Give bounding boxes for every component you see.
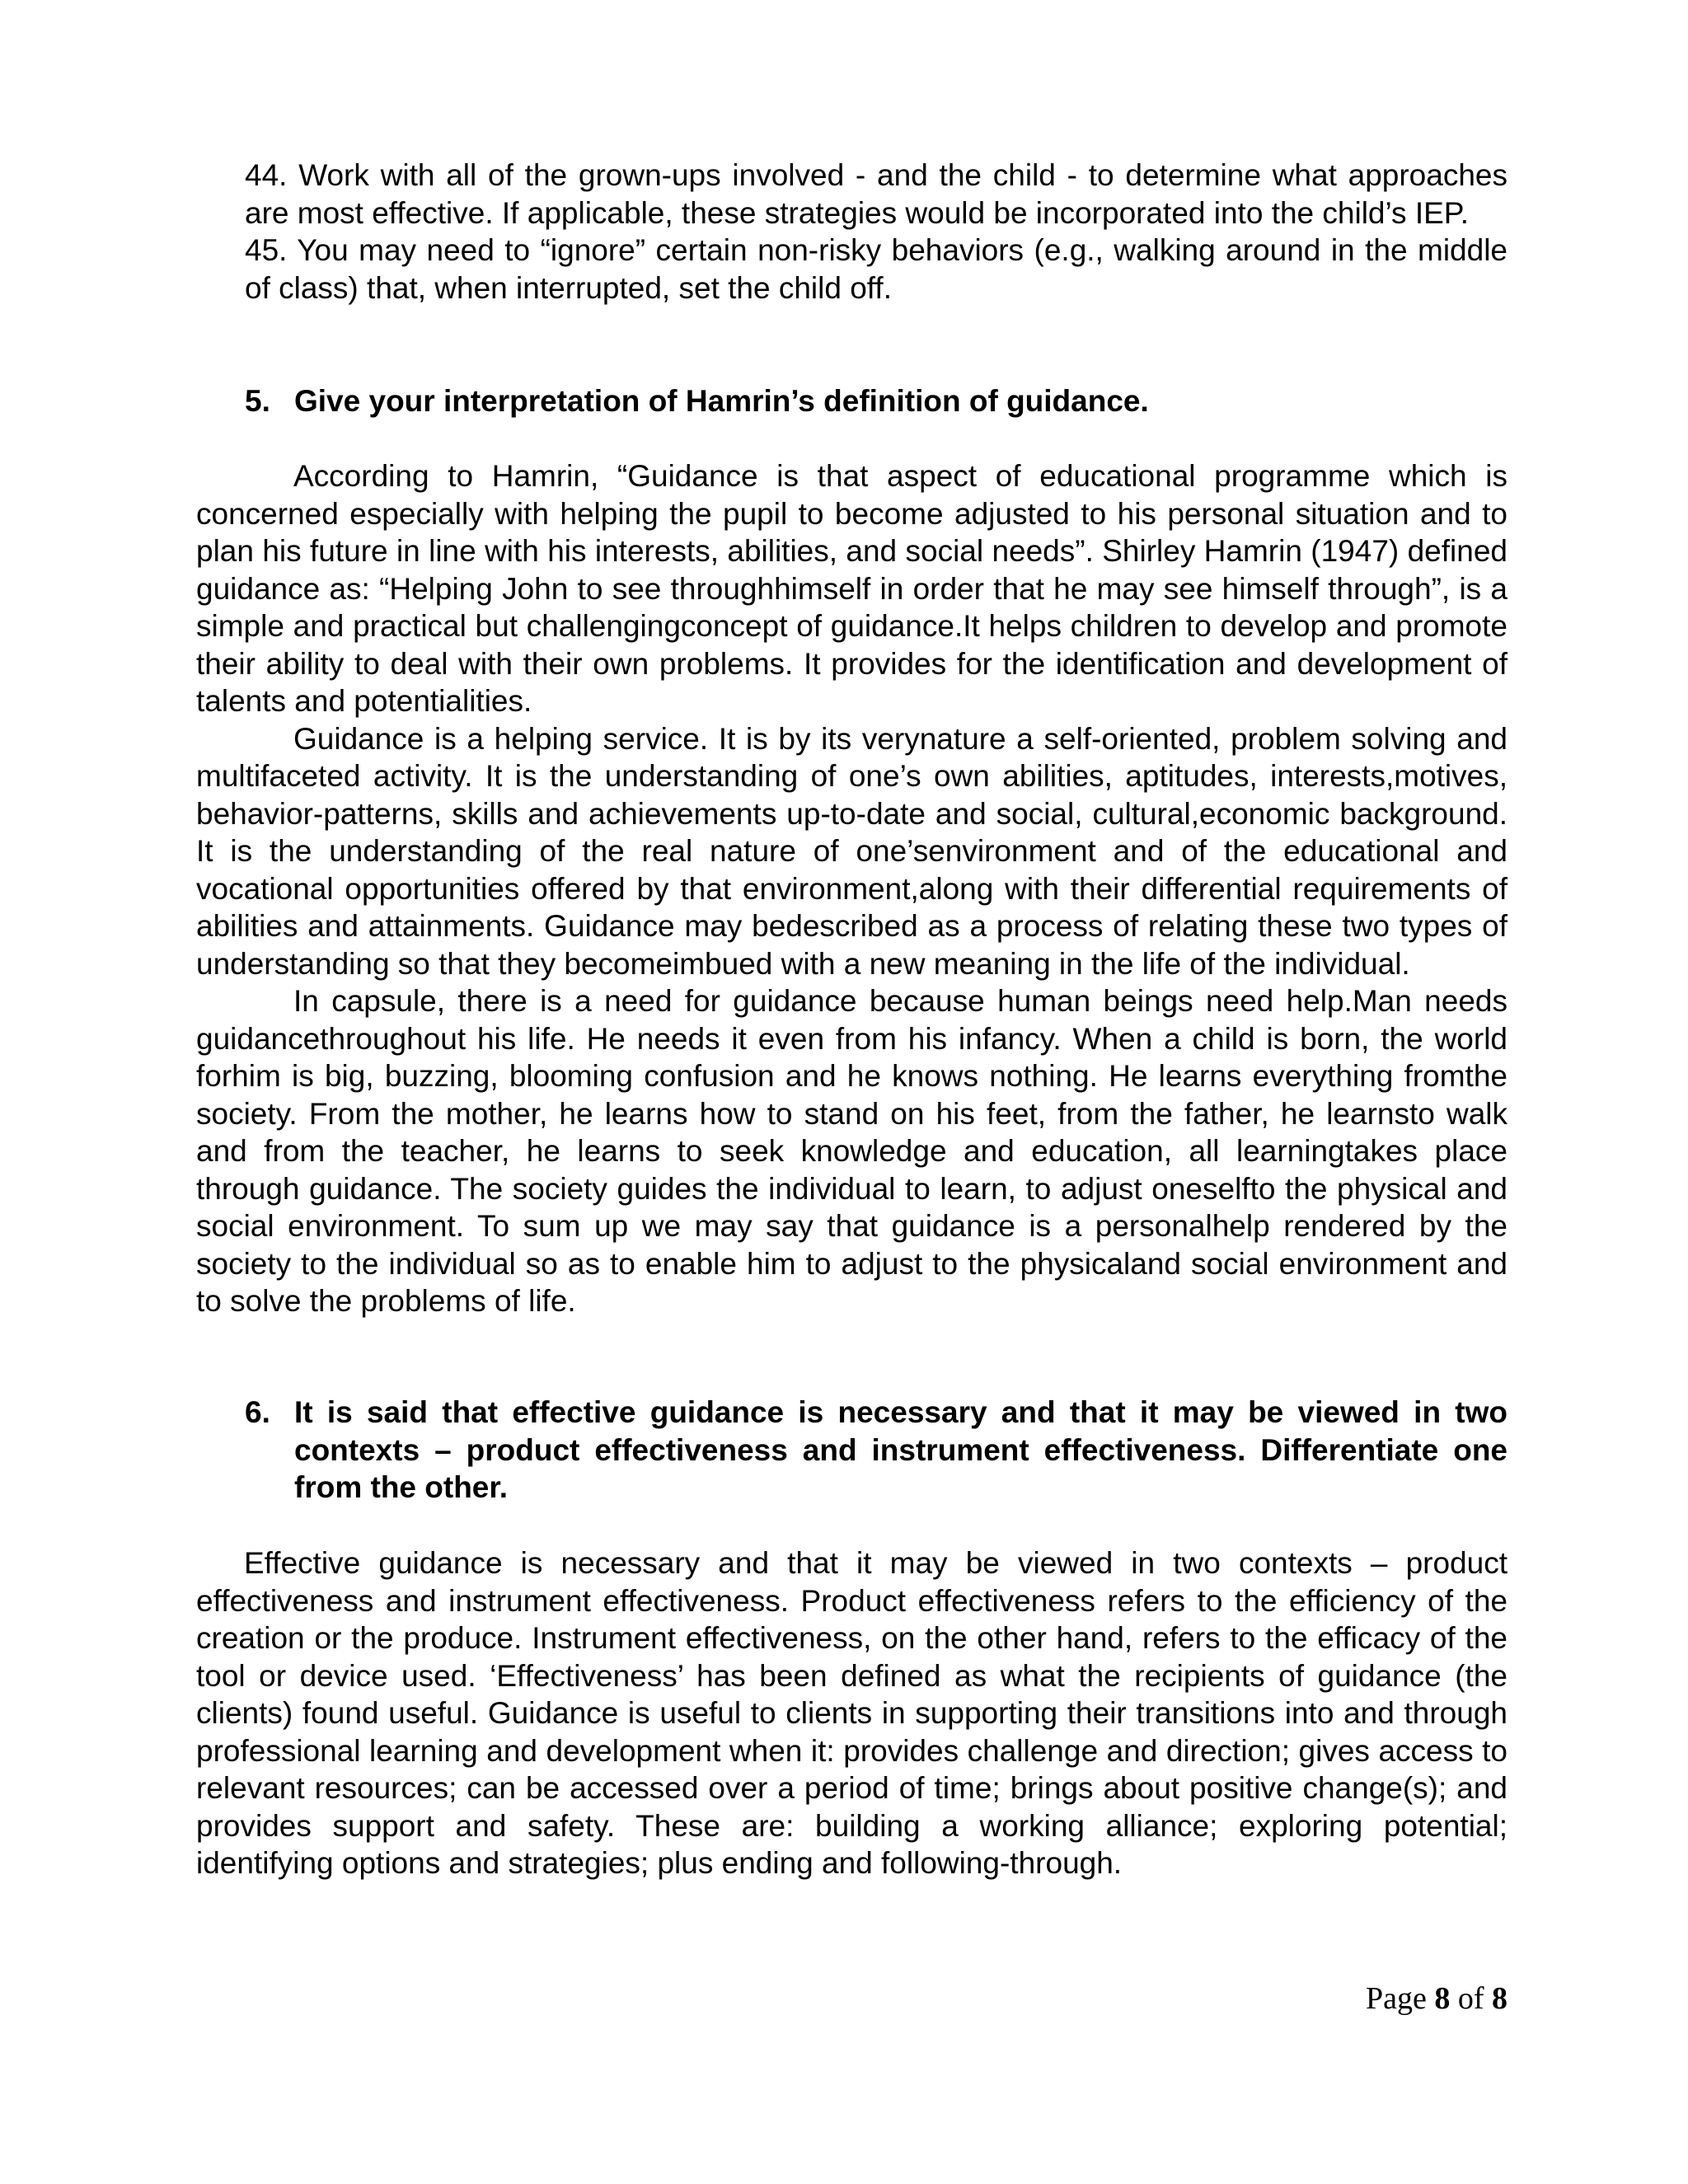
section-title: Give your interpretation of Hamrin’s definition of guidance. <box>294 384 1149 418</box>
section-6-body <box>196 1544 1507 1882</box>
section-title: It is said that effective guidance is necessary and that it may be viewed in two contexts – product effectiveness and instrument effectiveness. Differentiate one from the other. <box>294 1395 1507 1504</box>
paragraph: According to Hamrin, “Guidance is that aspect of educational programme which is concerned especially with helping the pupil to become adjusted to his personal situation and to plan his future in line with his interests, abilities, and social needs”. Shirley Hamrin (1947) defined guidance as: “Helping John to see throughhimself in order that he may see himself through”, is a simple and practical but challengingconcept of guidance.It helps children to develop and promote their ability to deal with their own problems. It provides for the identification and development of talents and potentialities. <box>196 459 1507 718</box>
section-5-heading <box>245 382 1507 420</box>
of-word: of <box>1457 1981 1484 2016</box>
page-word: Page <box>1365 1981 1427 2016</box>
list-item: 44. Work with all of the grown-ups involved - and the child - to determine what approaches are most effective. If applicable, these strategies would be incorporated into the child’s IEP. <box>245 158 1507 230</box>
top-list <box>245 157 1507 307</box>
page-number <box>1366 1980 1507 2017</box>
section-6-heading <box>245 1394 1507 1507</box>
section-number: 6. <box>245 1395 270 1429</box>
section-number: 5. <box>245 384 270 418</box>
paragraph: In capsule, there is a need for guidance because human beings need help.Man needs guidancethroughout his life. He needs it even from his infancy. When a child is born, the world forhim is big, buzzing, blooming confusion and he knows nothing. He learns everything fromthe society. From the mother, he learns how to stand on his feet, from the father, he learnsto walk and from the teacher, he learns to seek knowledge and education, all learningtakes place through guidance. The society guides the individual to learn, to adjust oneselfto the physical and social environment. To sum up we may say that guidance is a personalhelp rendered by the society to the individual so as to enable him to adjust to the physicaland social environment and to solve the problems of life. <box>196 984 1507 1318</box>
paragraph: Effective guidance is necessary and that it may be viewed in two contexts – product effectiveness and instrument effectiveness. Product effectiveness refers to the efficiency of the creation or the produce. Instrument effectiveness, on the other hand, refers to the efficacy of the tool or device used. ‘Effectiveness’ has been defined as what the recipients of guidance (the clients) found useful. Guidance is useful to clients in supporting their transitions into and through professional learning and development when it: provides challenge and direction; gives access to relevant resources; can be accessed over a period of time; brings about positive change(s); and provides support and safety. These are: building a working alliance; exploring potential; identifying options and strategies; plus ending and following-through. <box>196 1546 1507 1880</box>
section-5-body <box>196 457 1507 1320</box>
page-total: 8 <box>1492 1981 1507 2016</box>
list-item: 45. You may need to “ignore” certain non-risky behaviors (e.g., walking around in the middle of class) that, when interrupted, set the child off. <box>245 233 1507 305</box>
page-current: 8 <box>1434 1981 1451 2016</box>
paragraph: Guidance is a helping service. It is by its verynature a self-oriented, problem solving and multifaceted activity. It is the understanding of one’s own abilities, aptitudes, interests,motives, behavior-patterns, skills and achievements up-to-date and social, cultural,economic background. It is the understanding of the real nature of one’senvironment and of the educational and vocational opportunities offered by that environment,along with their differential requirements of abilities and attainments. Guidance may bedescribed as a process of relating these two types of understanding so that they becomeimbued with a new meaning in the life of the individual. <box>196 721 1507 981</box>
